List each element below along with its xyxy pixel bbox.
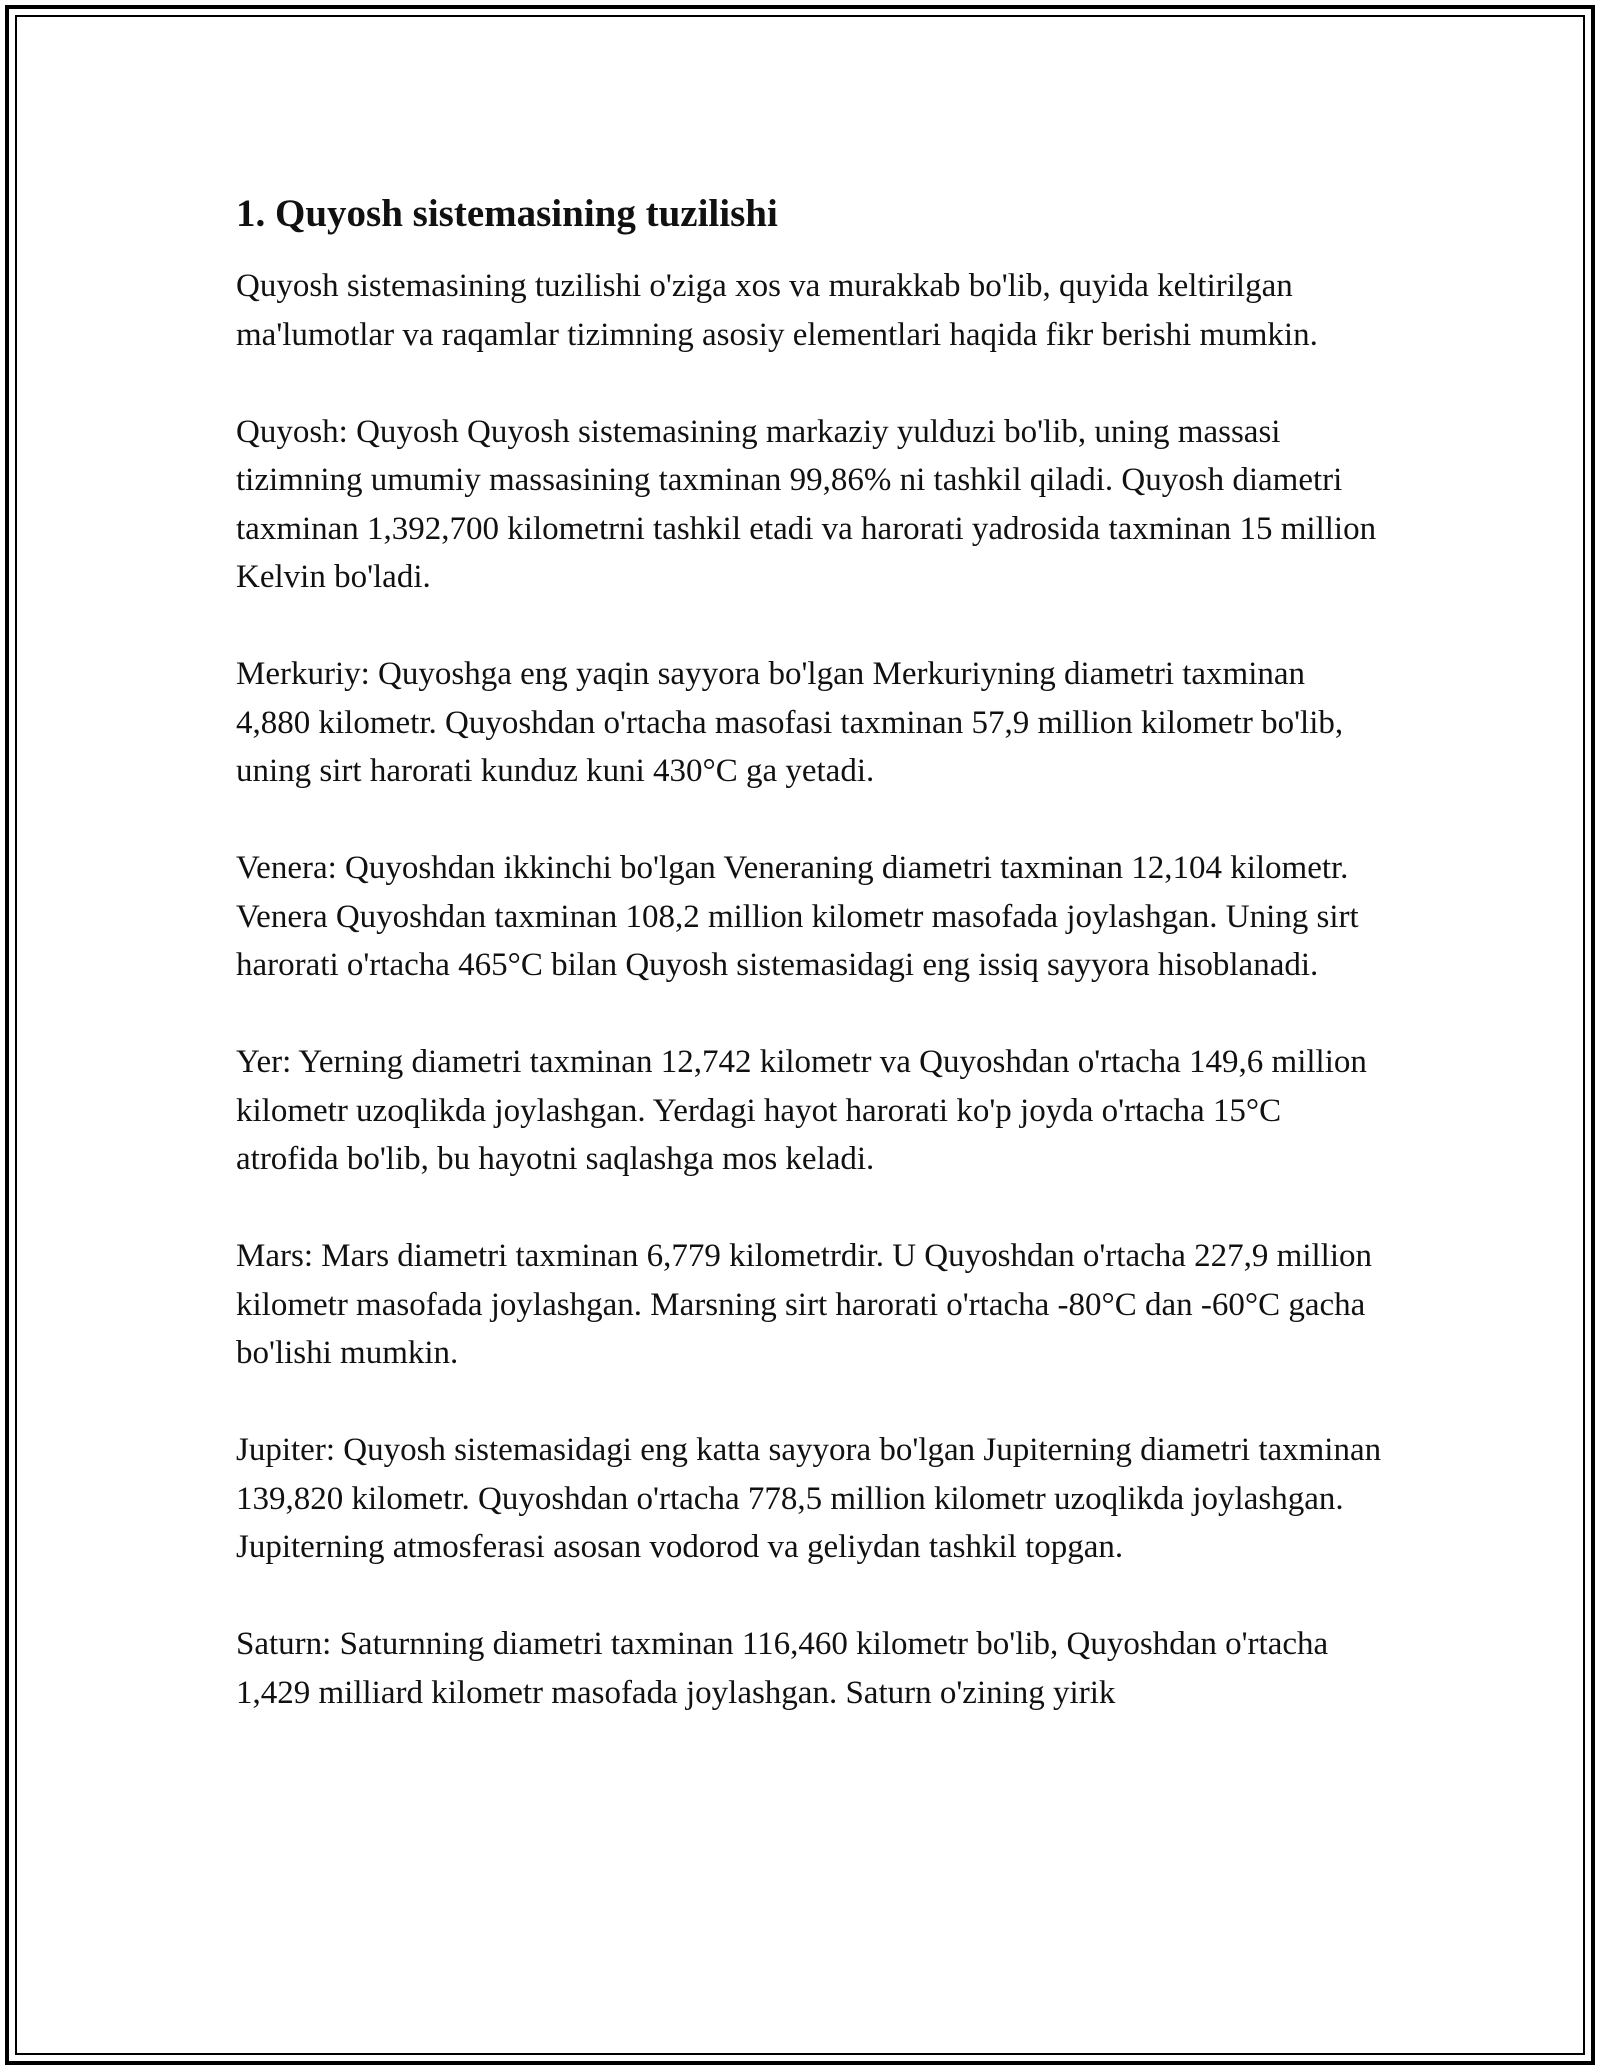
- paragraph-venus: Venera: Quyoshdan ikkinchi bo'lgan Veneraning diametri taxminan 12,104 kilometr. Venera Quyoshdan taxminan 108,2 million kilometr masofada joylashgan. Uning sirt harorati o'rtacha 465°C bilan Quyosh sistemasidagi eng issiq sayyora hisoblanadi.: [236, 850, 1359, 983]
- paragraph-jupiter: Jupiter: Quyosh sistemasidagi eng katta sayyora bo'lgan Jupiterning diametri taxminan 139,820 kilometr. Quyoshdan o'rtacha 778,5 million kilometr uzoqlikda joylashgan. Jupiterning atmosferasi asosan vodorod va geliydan tashkil topgan.: [236, 1432, 1382, 1565]
- paragraph-earth: Yer: Yerning diametri taxminan 12,742 kilometr va Quyoshdan o'rtacha 149,6 million kilometr uzoqlikda joylashgan. Yerdagi hayot harorati ko'p joyda o'rtacha 15°C atrofida bo'lib, bu hayotni saqlashga mos keladi.: [236, 1044, 1367, 1177]
- paragraph-mars: Mars: Mars diametri taxminan 6,779 kilometrdir. U Quyoshdan o'rtacha 227,9 million kilometr masofada joylashgan. Marsning sirt harorati o'rtacha -80°C dan -60°C gacha bo'lishi mumkin.: [236, 1238, 1373, 1371]
- paragraph-mercury: Merkuriy: Quyoshga eng yaqin sayyora bo'lgan Merkuriyning diametri taxminan 4,880 kilometr. Quyoshdan o'rtacha masofasi taxminan 57,9 million kilometr bo'lib, uning sirt harorati kunduz kuni 430°C ga yetadi.: [236, 656, 1344, 789]
- section-heading: 1. Quyosh sistemasining tuzilishi: [236, 192, 778, 235]
- paragraph-intro: Quyosh sistemasining tuzilishi o'ziga xos va murakkab bo'lib, quyida keltirilgan ma'lumotlar va raqamlar tizimning asosiy elementlari haqida fikr berishi mumkin.: [236, 268, 1318, 353]
- document-body: [236, 184, 1386, 1766]
- paragraph-sun: Quyosh: Quyosh Quyosh sistemasining markaziy yulduzi bo'lib, uning massasi tizimning umumiy massasining taxminan 99,86% ni tashkil qiladi. Quyosh diametri taxminan 1,392,700 kilometrni tashkil etadi va harorati yadrosida taxminan 15 million Kelvin bo'ladi.: [236, 413, 1377, 595]
- paragraph-saturn: Saturn: Saturnning diametri taxminan 116,460 kilometr bo'lib, Quyoshdan o'rtacha 1,429 milliard kilometr masofada joylashgan. Saturn o'zining yirik: [236, 1626, 1329, 1711]
